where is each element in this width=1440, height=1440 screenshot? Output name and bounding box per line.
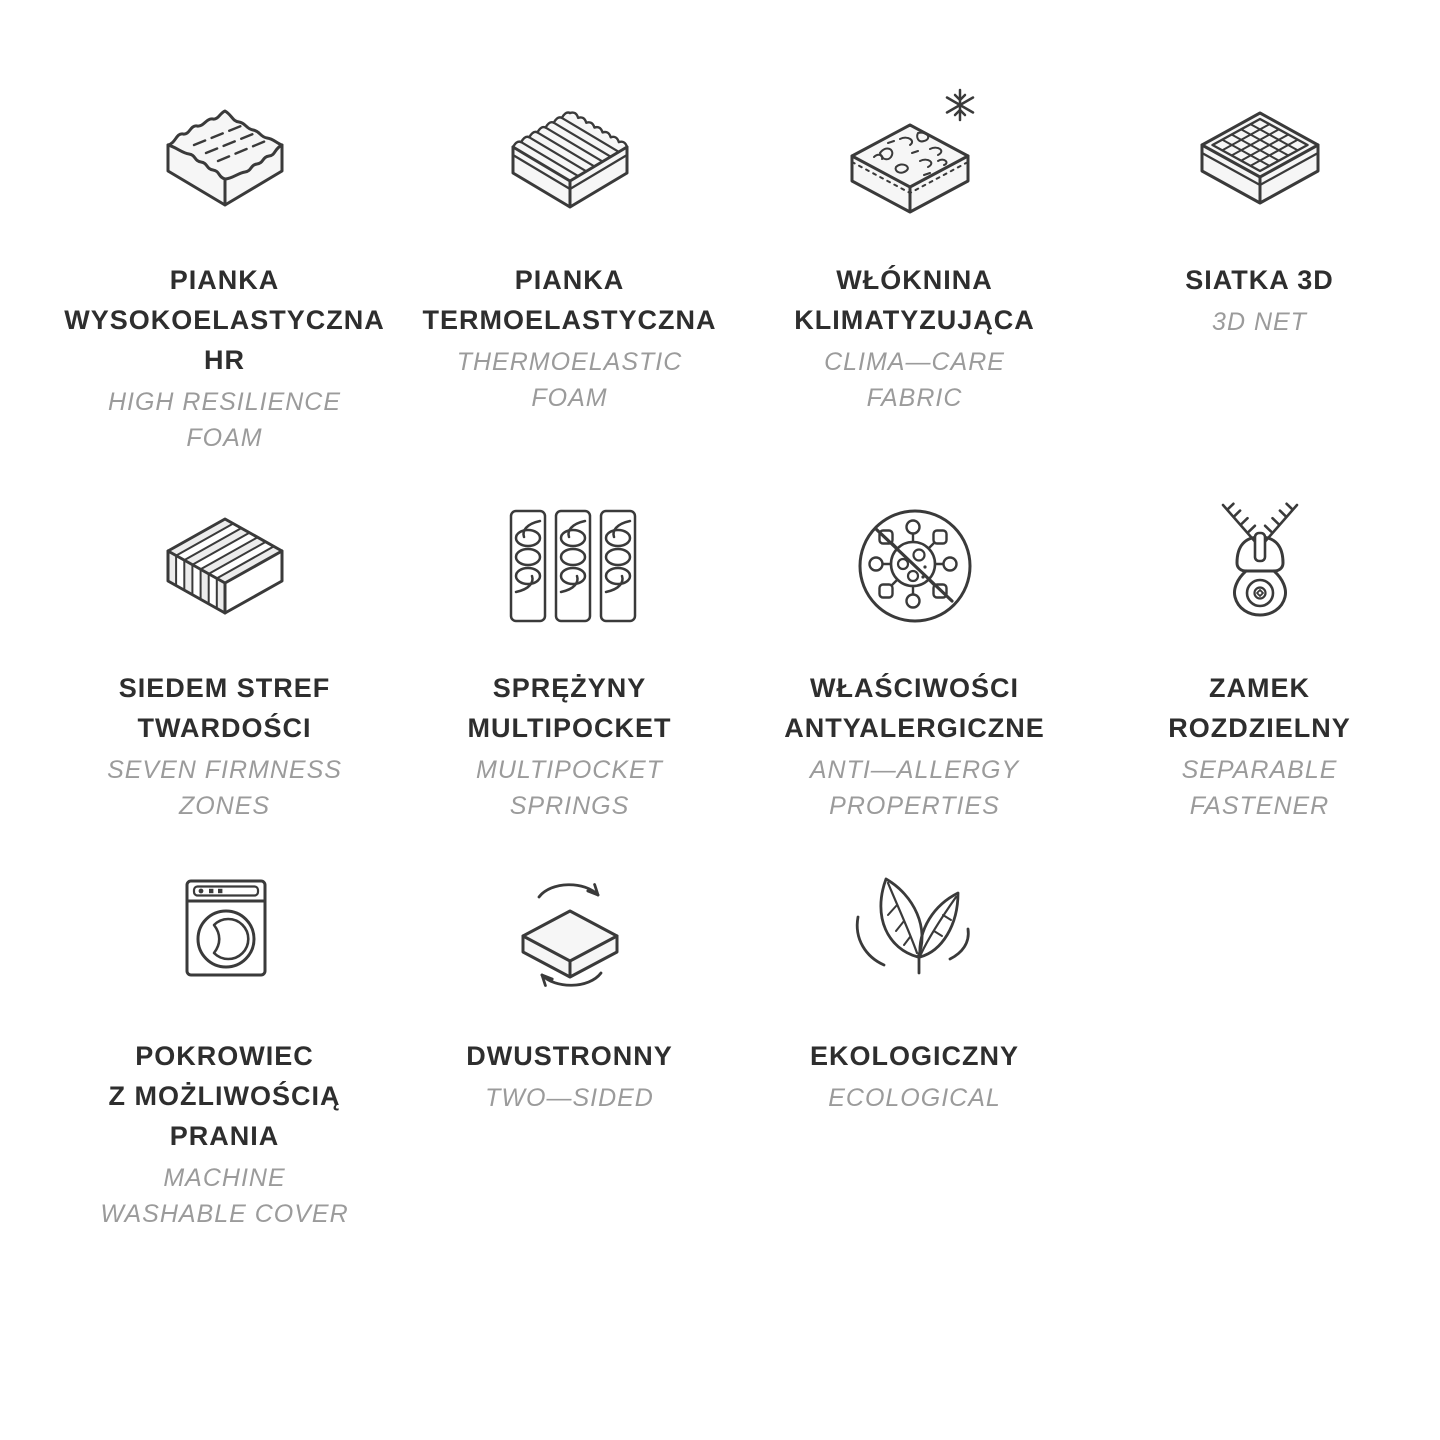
feature-title-line: SPRĘŻYNY <box>492 673 647 703</box>
feature-subtitle-line: FOAM <box>531 384 608 412</box>
feature-title <box>468 668 672 748</box>
feature-title-line: MULTIPOCKET <box>467 713 672 743</box>
feature-icon-wrap <box>835 78 995 238</box>
feature-title <box>423 260 717 340</box>
feature-title <box>784 668 1045 748</box>
feature-subtitle <box>476 752 663 824</box>
anti-allergy-icon <box>840 491 990 641</box>
feature-title-line: DWUSTRONNY <box>466 1041 673 1071</box>
feature-washable-cover <box>52 854 397 1232</box>
leaves-icon <box>840 859 990 1009</box>
feature-hr-foam <box>52 78 397 456</box>
feature-subtitle-line: CLIMA—CARE <box>824 348 1005 376</box>
feature-icon-wrap <box>835 854 995 1014</box>
two-sided-icon <box>495 859 645 1009</box>
feature-subtitle <box>108 384 341 456</box>
clima-fabric-icon <box>840 83 990 233</box>
feature-icon-wrap <box>490 78 650 238</box>
feature-subtitle <box>824 344 1005 416</box>
features-grid <box>52 0 1432 1232</box>
firmness-zones-icon <box>150 491 300 641</box>
feature-clima-fabric <box>742 78 1087 456</box>
feature-title-line: WŁÓKNINA <box>836 265 993 295</box>
feature-title-line: POKROWIEC <box>135 1041 314 1071</box>
feature-subtitle <box>1182 752 1338 824</box>
foam-thermo-icon <box>495 83 645 233</box>
feature-icon-wrap <box>145 486 305 646</box>
feature-subtitle-line: ZONES <box>178 792 271 820</box>
feature-multipocket-springs <box>397 486 742 824</box>
feature-subtitle-line: MACHINE <box>163 1164 286 1192</box>
feature-subtitle-line: FABRIC <box>866 384 963 412</box>
feature-title-line: HR <box>203 345 245 375</box>
feature-title <box>1185 260 1334 300</box>
feature-thermo-foam <box>397 78 742 456</box>
feature-title-line: KLIMATYZUJĄCA <box>794 305 1035 335</box>
feature-title <box>64 260 385 380</box>
feature-title-line: SIEDEM STREF <box>118 673 331 703</box>
feature-subtitle-line: SEPARABLE <box>1181 756 1338 784</box>
feature-subtitle <box>107 752 342 824</box>
feature-icon-wrap <box>835 486 995 646</box>
feature-subtitle <box>485 1080 654 1116</box>
washing-machine-icon <box>150 859 300 1009</box>
foam-hr-icon <box>150 83 300 233</box>
feature-subtitle-line: 3D NET <box>1212 308 1307 336</box>
feature-ecological <box>742 854 1087 1232</box>
zipper-icon <box>1185 491 1335 641</box>
feature-title-line: SIATKA 3D <box>1185 265 1334 295</box>
feature-subtitle-line: ECOLOGICAL <box>828 1084 1001 1112</box>
feature-title-line: PIANKA <box>514 265 625 295</box>
feature-icon-wrap <box>145 854 305 1014</box>
feature-title-line: EKOLOGICZNY <box>809 1041 1019 1071</box>
feature-anti-allergy <box>742 486 1087 824</box>
feature-title-line: TERMOELASTYCZNA <box>422 305 717 335</box>
feature-title <box>119 668 331 748</box>
feature-two-sided <box>397 854 742 1232</box>
feature-subtitle <box>828 1080 1001 1116</box>
snowflake-mark <box>947 90 973 120</box>
feature-icon-wrap <box>490 854 650 1014</box>
feature-subtitle-line: FASTENER <box>1189 792 1330 820</box>
feature-subtitle-line: MULTIPOCKET <box>476 756 663 784</box>
feature-title <box>794 260 1034 340</box>
feature-subtitle <box>1212 304 1307 340</box>
feature-title-line: ANTYALERGICZNE <box>784 713 1045 743</box>
springs-icon <box>495 491 645 641</box>
feature-subtitle-line: HIGH RESILIENCE <box>107 388 342 416</box>
feature-title-line: ZAMEK <box>1209 673 1310 703</box>
feature-title-line: TWARDOŚCI <box>137 713 312 743</box>
feature-subtitle <box>457 344 683 416</box>
feature-icon-wrap <box>145 78 305 238</box>
feature-title-line: Z MOŻLIWOŚCIĄ <box>108 1081 341 1111</box>
feature-icon-wrap <box>490 486 650 646</box>
feature-subtitle-line: SEVEN FIRMNESS <box>107 756 342 784</box>
feature-title-line: PRANIA <box>169 1121 280 1151</box>
feature-icon-wrap <box>1180 78 1340 238</box>
feature-title-line: PIANKA <box>169 265 280 295</box>
feature-subtitle-line: SPRINGS <box>509 792 630 820</box>
feature-subtitle-line: THERMOELASTIC <box>456 348 683 376</box>
feature-title <box>109 1036 341 1156</box>
feature-separable-fastener <box>1087 486 1432 824</box>
feature-subtitle-line: FOAM <box>186 424 263 452</box>
feature-firmness-zones <box>52 486 397 824</box>
feature-title-line: WYSOKOELASTYCZNA <box>64 305 385 335</box>
feature-subtitle-line: TWO—SIDED <box>485 1084 654 1112</box>
feature-subtitle-line: PROPERTIES <box>829 792 1000 820</box>
feature-title <box>1168 668 1351 748</box>
feature-subtitle <box>100 1160 348 1232</box>
feature-title-line: WŁAŚCIWOŚCI <box>810 673 1019 703</box>
feature-title <box>810 1036 1019 1076</box>
feature-subtitle <box>810 752 1019 824</box>
net-3d-icon <box>1185 83 1335 233</box>
feature-subtitle-line: WASHABLE COVER <box>100 1200 349 1228</box>
feature-icon-wrap <box>1180 486 1340 646</box>
feature-title-line: ROZDZIELNY <box>1168 713 1351 743</box>
feature-title <box>466 1036 673 1076</box>
feature-subtitle-line: ANTI—ALLERGY <box>809 756 1020 784</box>
feature-net-3d <box>1087 78 1432 456</box>
